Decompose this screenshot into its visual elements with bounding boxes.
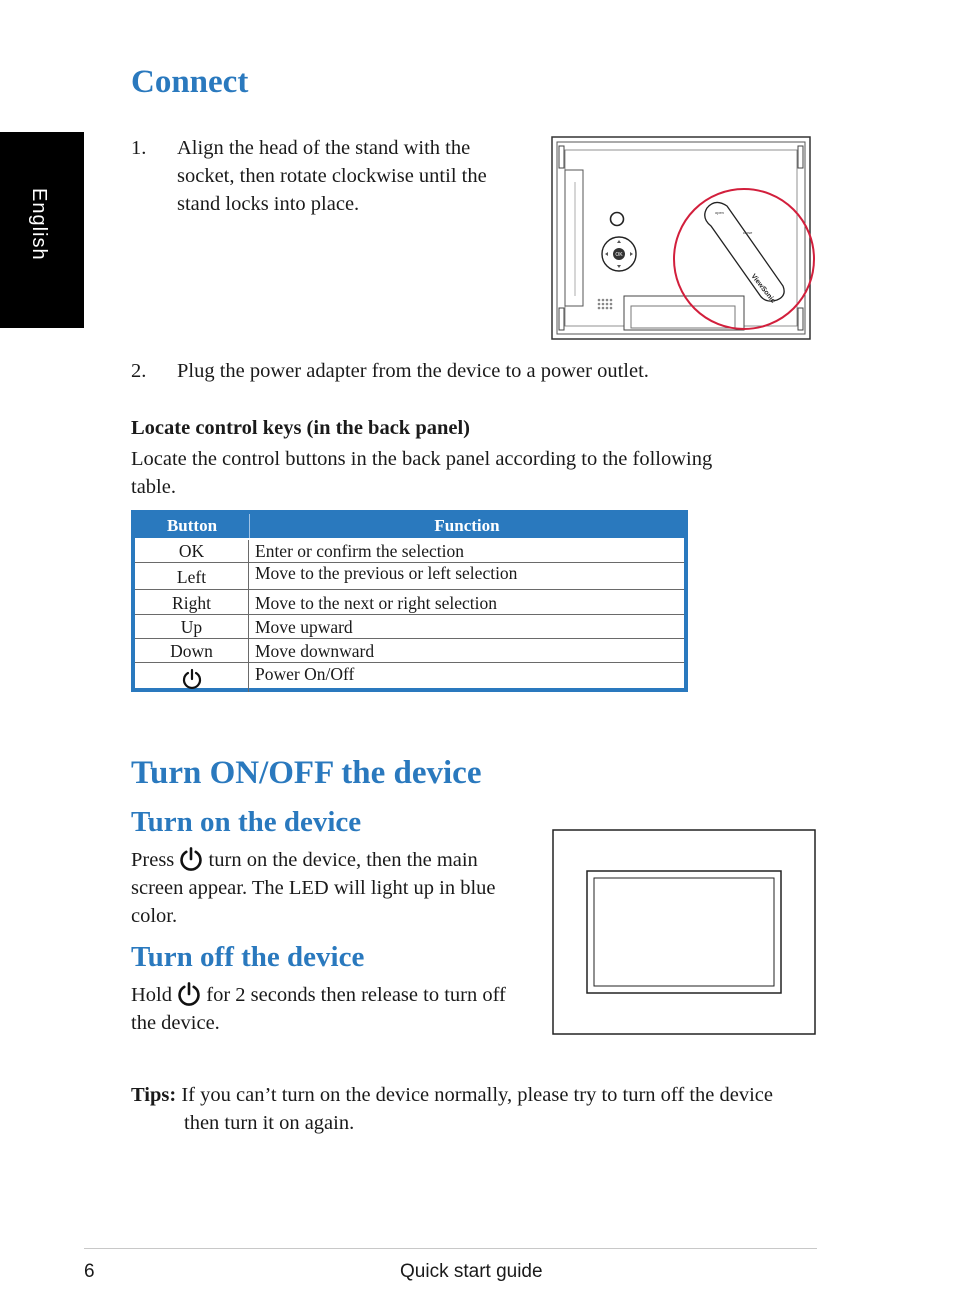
back-panel-diagram <box>551 136 816 342</box>
table-row <box>135 663 684 692</box>
tips-line-1: If you can’t turn on the device normally, please try to turn off the device <box>181 1084 773 1106</box>
step-2-text: Plug the power adapter from the device to a power outlet. <box>177 360 649 382</box>
turn-off-title: Turn off the device <box>131 941 365 973</box>
row-button: Up <box>135 615 249 638</box>
led-indicator <box>611 213 624 226</box>
page-number: 6 <box>84 1261 95 1282</box>
table-row <box>135 639 684 663</box>
row-function: Move downward <box>255 641 375 661</box>
row-button: Down <box>135 639 249 662</box>
intro-line-2: table. <box>131 476 176 498</box>
step-1-number: 1. <box>131 137 147 159</box>
turn-on-press-word: Press <box>131 849 175 871</box>
row-button <box>135 663 249 692</box>
turn-off-line-1: for 2 seconds then release to turn off <box>206 984 506 1006</box>
row-button: OK <box>135 540 249 562</box>
brand-label: ViewSonic <box>749 272 777 305</box>
table-row <box>135 563 684 590</box>
control-keys-table <box>131 510 688 692</box>
turn-on-off-title: Turn ON/OFF the device <box>131 755 482 791</box>
table-row <box>135 615 684 639</box>
row-function: Move to the previous or left selection <box>255 563 518 583</box>
step-1-line-1: Align the head of the stand with the <box>177 137 471 159</box>
footer-divider <box>84 1248 817 1249</box>
row-button: Right <box>135 590 249 614</box>
row-function: Move to the next or right selection <box>255 593 498 613</box>
open-label: open <box>715 210 724 215</box>
row-function: Power On/Off <box>255 664 355 684</box>
step-1-text <box>177 134 537 218</box>
row-function: Move upward <box>255 617 353 637</box>
connect-title: Connect <box>131 64 249 100</box>
tips-label: Tips: <box>131 1084 177 1106</box>
turn-off-hold-word: Hold <box>131 984 172 1006</box>
row-function: Enter or confirm the selection <box>255 541 464 561</box>
table-header <box>135 514 684 538</box>
language-side-tab-label: English <box>28 188 50 261</box>
turn-on-line-3: color. <box>131 905 178 927</box>
tips-block <box>131 1081 831 1137</box>
row-button: Left <box>135 563 249 589</box>
control-keys-intro <box>131 445 712 501</box>
turn-on-line-1: turn on the device, then the main <box>208 849 478 871</box>
ok-key-label: OK <box>615 252 623 258</box>
control-keys-heading: Locate control keys (in the back panel) <box>131 417 471 439</box>
power-icon <box>182 668 202 690</box>
turn-on-title: Turn on the device <box>131 806 362 838</box>
intro-line-1: Locate the control buttons in the back panel according to the following <box>131 448 713 470</box>
table-row <box>135 590 684 615</box>
header-button: Button <box>166 516 218 535</box>
close-label: close <box>743 230 753 235</box>
power-icon <box>179 846 203 872</box>
turn-off-text <box>131 981 551 1037</box>
step-1-line-2: socket, then rotate clockwise until the <box>177 165 487 187</box>
device-front-diagram <box>552 829 818 1037</box>
tips-line-2: then turn it on again. <box>184 1112 355 1134</box>
header-function: Function <box>434 516 500 535</box>
turn-on-line-2: screen appear. The LED will light up in blue <box>131 877 496 899</box>
table-row <box>135 540 684 563</box>
step-1-line-3: stand locks into place. <box>177 193 360 215</box>
turn-on-text <box>131 846 551 930</box>
power-icon <box>177 981 201 1007</box>
turn-off-line-2: the device. <box>131 1012 220 1034</box>
step-2-number: 2. <box>131 360 147 382</box>
footer-title: Quick start guide <box>400 1261 543 1282</box>
control-pad-diagram <box>602 237 636 271</box>
